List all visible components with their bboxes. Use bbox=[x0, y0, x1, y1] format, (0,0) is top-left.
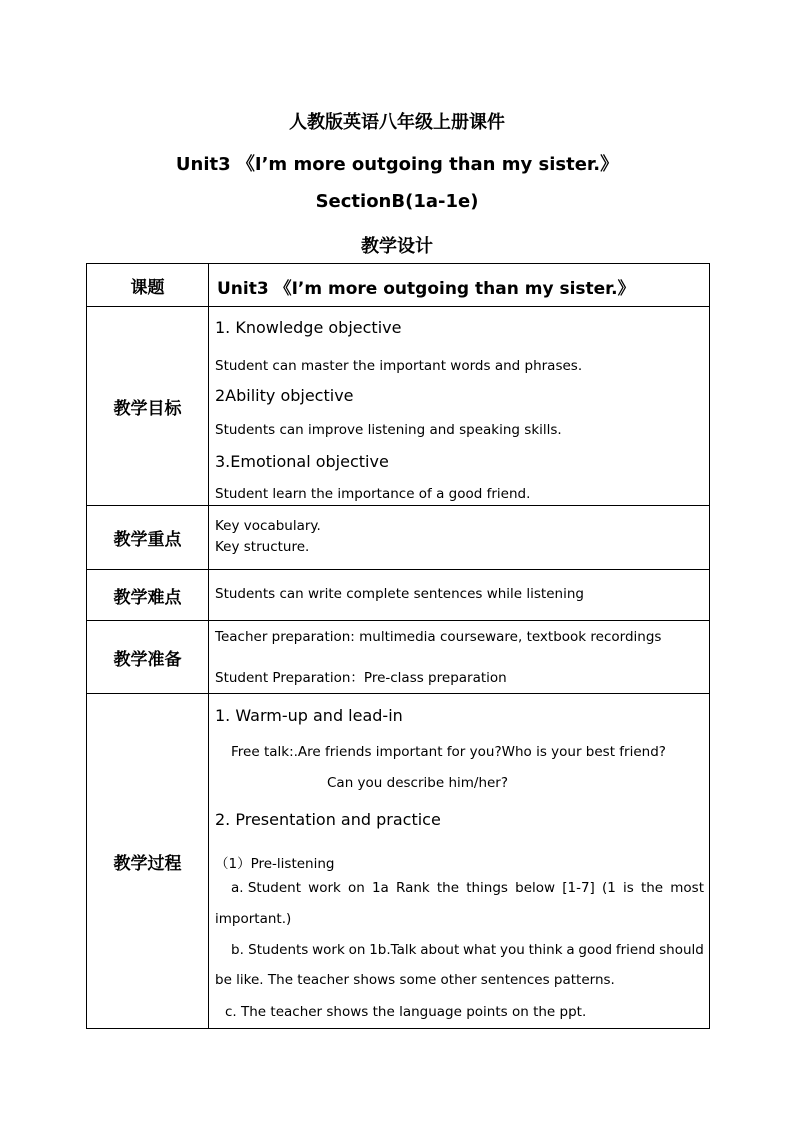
free-talk-line-1: Free talk:.Are friends important for you?Who is your best friend? bbox=[231, 744, 666, 760]
a-word: (1 bbox=[601, 880, 616, 896]
step-c-line: c. The teacher shows the language points on the ppt. bbox=[225, 1004, 587, 1020]
a-word: work bbox=[308, 880, 341, 896]
b-word: what bbox=[463, 942, 497, 958]
b-word: friend bbox=[615, 942, 656, 958]
cell-process bbox=[209, 694, 710, 1029]
a-word: things bbox=[466, 880, 508, 896]
objective-heading-1: 1. Knowledge objective bbox=[215, 318, 402, 337]
doc-title-chinese: 人教版英语八年级上册课件 bbox=[289, 112, 505, 133]
key-point-1: Key vocabulary. bbox=[215, 518, 321, 534]
label-key-points: 教学重点 bbox=[87, 506, 209, 570]
doc-title-section: SectionB(1a-1e) bbox=[315, 191, 479, 212]
b-word: 1b.Talk bbox=[369, 942, 417, 958]
label-objectives: 教学目标 bbox=[87, 307, 209, 506]
row-process bbox=[87, 694, 710, 1029]
a-word: [1-7] bbox=[562, 880, 595, 896]
cell-preparation bbox=[209, 621, 710, 694]
b-word: about bbox=[420, 942, 460, 958]
b-word: think bbox=[528, 942, 563, 958]
objective-text-1: Student can master the important words and phrases. bbox=[215, 358, 583, 374]
pre-listening-label: （1）Pre-listening bbox=[215, 856, 335, 872]
b-word: a bbox=[566, 942, 575, 958]
step-a-line bbox=[215, 880, 704, 896]
b-word: on bbox=[348, 942, 366, 958]
difficulty-text: Students can write complete sentences while listening bbox=[215, 586, 584, 602]
step-b-line bbox=[215, 942, 704, 958]
teacher-preparation: Teacher preparation: multimedia courseware, textbook recordings bbox=[215, 629, 662, 645]
row-key-points bbox=[87, 506, 710, 570]
a-word: a. Student bbox=[231, 880, 301, 896]
row-difficulties bbox=[87, 570, 710, 621]
b-word: good bbox=[578, 942, 613, 958]
b-word: should bbox=[659, 942, 704, 958]
b-word: you bbox=[499, 942, 525, 958]
cell-key-points bbox=[209, 506, 710, 570]
a-word: is bbox=[622, 880, 634, 896]
doc-title-design: 教学设计 bbox=[361, 236, 433, 257]
b-word: work bbox=[312, 942, 345, 958]
a-word: the bbox=[436, 880, 460, 896]
a-word: below bbox=[515, 880, 556, 896]
label-preparation: 教学准备 bbox=[87, 621, 209, 694]
label-topic: 课题 bbox=[87, 264, 209, 307]
a-word: on bbox=[347, 880, 365, 896]
row-topic bbox=[87, 264, 710, 307]
process-heading-1: 1. Warm-up and lead-in bbox=[215, 706, 403, 725]
objective-heading-2: 2Ability objective bbox=[215, 386, 354, 405]
process-heading-2: 2. Presentation and practice bbox=[215, 810, 441, 829]
label-difficulties: 教学难点 bbox=[87, 570, 209, 621]
a-word: most bbox=[670, 880, 704, 896]
objective-text-2: Students can improve listening and speaking skills. bbox=[215, 422, 562, 438]
b-word: b. Students bbox=[231, 942, 309, 958]
label-process: 教学过程 bbox=[87, 694, 209, 1029]
objective-text-3: Student learn the importance of a good friend. bbox=[215, 486, 531, 502]
a-word: the bbox=[640, 880, 664, 896]
objective-heading-3: 3.Emotional objective bbox=[215, 452, 389, 471]
lesson-plan-table bbox=[86, 263, 710, 1029]
cell-difficulties bbox=[209, 570, 710, 621]
key-point-2: Key structure. bbox=[215, 539, 310, 555]
free-talk-line-2: Can you describe him/her? bbox=[327, 775, 509, 791]
cell-topic bbox=[209, 264, 710, 307]
row-preparation bbox=[87, 621, 710, 694]
a-word: 1a bbox=[371, 880, 389, 896]
step-b-continuation: be like. The teacher shows some other sentences patterns. bbox=[215, 972, 615, 988]
cell-objectives bbox=[209, 307, 710, 506]
row-objectives bbox=[87, 307, 710, 506]
doc-title-unit: Unit3 《I’m more outgoing than my sister.》 bbox=[175, 154, 619, 175]
student-preparation: Student Preparation：Pre-class preparation bbox=[215, 670, 507, 686]
a-word: Rank bbox=[396, 880, 430, 896]
step-a-continuation: important.) bbox=[215, 911, 292, 927]
topic-value: Unit3 《I’m more outgoing than my sister.》 bbox=[217, 279, 635, 299]
